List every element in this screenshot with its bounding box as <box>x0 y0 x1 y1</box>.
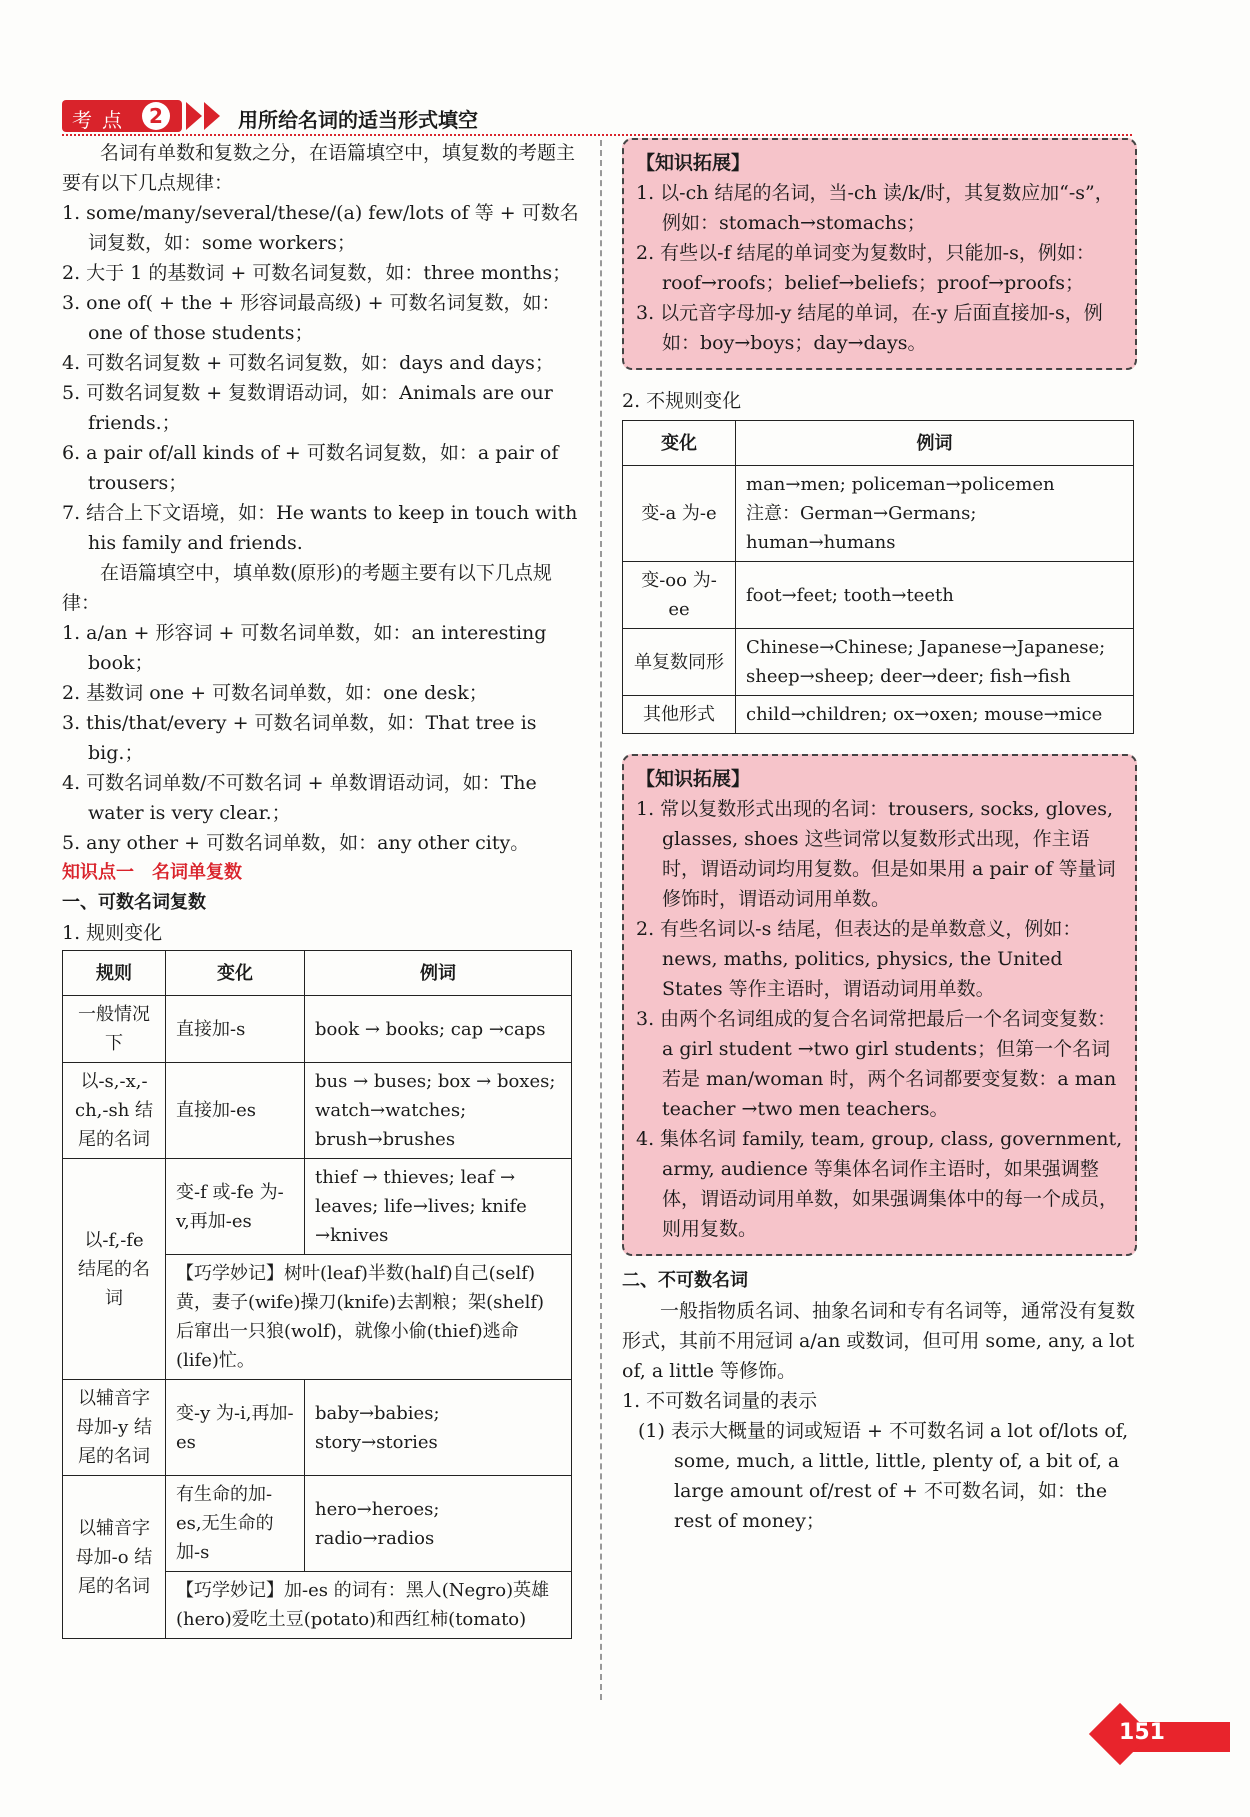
uncountable-paragraph: 一般指物质名词、抽象名词和专有名词等，通常没有复数形式，其前不用冠词 a/an 或数词，但可用 some, any, a lot of, a little 等修饰。 <box>622 1300 1136 1382</box>
singular-rule: 3. this/that/every + 可数名词单数，如：That tree is big.； <box>62 712 537 764</box>
table-row <box>63 996 572 1063</box>
example-cell: Chinese→Chinese; Japanese→Japanese; sheep→sheep; deer→deer; fish→fish <box>736 629 1134 696</box>
change-cell: 有生命的加-es,无生命的加-s <box>166 1476 305 1572</box>
knowledge-item: 4. 集体名词 family, team, group, class, government, army, audience 等集体名词作主语时，如果强调整体，谓语动词用单数，如果强调集体中的每一个成员，则用复数。 <box>636 1128 1123 1240</box>
subsection-item: 1. 规则变化 <box>62 922 163 944</box>
example-cell: bus → buses; box → boxes; watch→watches; brush→brushes <box>305 1063 572 1159</box>
change-cell: 直接加-s <box>166 996 305 1063</box>
plural-rule: 7. 结合上下文语境，如：He wants to keep in touch with his family and friends. <box>62 502 578 554</box>
left-column <box>62 138 582 1639</box>
example-note: 注意：German→Germans; human→humans <box>746 503 977 553</box>
change-cell: 单复数同形 <box>623 629 736 696</box>
singular-rule: 1. a/an + 形容词 + 可数名词单数，如：an interesting book； <box>62 622 547 674</box>
section-title: 用所给名词的适当形式填空 <box>238 108 478 132</box>
change-cell: 直接加-es <box>166 1063 305 1159</box>
regular-plural-table <box>62 950 572 1639</box>
knowledge-item: 1. 常以复数形式出现的名词：trousers, socks, gloves, glasses, shoes 这些词常以复数形式出现，作主语时，谓语动词均用复数。但是如果用 a pair of 等量词修饰时，谓语动词用单数。 <box>636 798 1116 910</box>
singular-rule: 5. any other + 可数名词单数，如：any other city。 <box>62 832 530 854</box>
header-rule <box>62 134 1132 136</box>
kaodian-badge <box>62 100 182 132</box>
subsection-item: 1. 不可数名词量的表示 <box>622 1390 818 1412</box>
change-cell: 变-f 或-fe 为-v,再加-es <box>166 1159 305 1255</box>
chevron-right-icon <box>186 102 202 130</box>
table-header: 规则 <box>63 951 166 996</box>
table-row <box>63 1159 572 1255</box>
table-row <box>623 466 1134 562</box>
plural-rule: 6. a pair of/all kinds of + 可数名词复数，如：a pair of trousers； <box>62 442 559 494</box>
mnemonic-cell: 【巧学妙记】树叶(leaf)半数(half)自己(self)黄，妻子(wife)操刀(knife)去割粮；架(shelf)后窜出一只狼(wolf)，就像小偷(thief)逃命(life)忙。 <box>166 1255 572 1380</box>
table-header: 例词 <box>736 421 1134 466</box>
rule-cell: 一般情况下 <box>63 996 166 1063</box>
uncountable-rule: (1) 表示大概量的词或短语 + 不可数名词 a lot of/lots of, some, much, a little, little, plenty of, a bit of, a large amount of/rest of + 不可数名词，如：the rest of money； <box>638 1420 1129 1532</box>
right-column <box>622 138 1137 1536</box>
irregular-plural-table <box>622 420 1134 734</box>
plural-rule: 3. one of( + the + 形容词最高级) + 可数名词复数，如：one of those students； <box>62 292 561 344</box>
knowledge-item: 3. 以元音字母加-y 结尾的单词，在-y 后面直接加-s，例如：boy→boys；day→days。 <box>636 302 1103 354</box>
knowledge-item: 3. 由两个名词组成的复合名词常把最后一个名词变复数：a girl student →two girl students；但第一个名词若是 man/woman 时，两个名词都要变复数：a man teacher →two men teachers。 <box>636 1008 1117 1120</box>
table-row <box>63 1063 572 1159</box>
table-header-row <box>63 951 572 996</box>
rule-cell: 以辅音字母加-y 结尾的名词 <box>63 1380 166 1476</box>
knowledge-box-title: 【知识拓展】 <box>636 768 751 790</box>
table-header: 变化 <box>166 951 305 996</box>
singular-rule: 2. 基数词 one + 可数名词单数，如：one desk； <box>62 682 488 704</box>
example-cell: thief → thieves; leaf → leaves; life→lives; knife →knives <box>305 1159 572 1255</box>
knowledge-box <box>622 754 1137 1256</box>
subsection-heading: 一、可数名词复数 <box>62 892 206 913</box>
plural-rule: 2. 大于 1 的基数词 + 可数名词复数，如：three months； <box>62 262 572 284</box>
example-line: man→men; policeman→policemen <box>746 474 1055 495</box>
intro2-paragraph: 在语篇填空中，填单数(原形)的考题主要有以下几点规律： <box>62 562 552 614</box>
example-cell <box>736 466 1134 562</box>
singular-rule: 4. 可数名词单数/不可数名词 + 单数谓语动词，如：The water is very clear.； <box>62 772 537 824</box>
table-row <box>63 1380 572 1476</box>
plural-rule: 1. some/many/several/these/(a) few/lots of 等 + 可数名词复数，如：some workers； <box>62 202 579 254</box>
rule-cell: 以-s,-x,-ch,-sh 结尾的名词 <box>63 1063 166 1159</box>
example-cell: baby→babies; story→stories <box>305 1380 572 1476</box>
table-row <box>623 562 1134 629</box>
subsection-item: 2. 不规则变化 <box>622 390 742 412</box>
knowledge-point-heading: 知识点一 名词单复数 <box>62 862 242 883</box>
table-header-row <box>623 421 1134 466</box>
change-cell: 其他形式 <box>623 696 736 734</box>
plural-rule: 5. 可数名词复数 + 复数谓语动词，如：Animals are our friends.； <box>62 382 553 434</box>
table-row <box>623 696 1134 734</box>
badge-label: 考点 <box>72 108 132 132</box>
chevron-right-icon <box>204 102 220 130</box>
change-cell: 变-a 为-e <box>623 466 736 562</box>
plural-rule: 4. 可数名词复数 + 可数名词复数，如：days and days； <box>62 352 554 374</box>
badge-number: 2 <box>142 102 170 130</box>
knowledge-box <box>622 138 1137 370</box>
change-cell: 变-oo 为-ee <box>623 562 736 629</box>
page-number: 151 <box>1119 1720 1165 1745</box>
example-cell: child→children; ox→oxen; mouse→mice <box>736 696 1134 734</box>
page-number-badge <box>1080 1712 1230 1756</box>
table-header: 变化 <box>623 421 736 466</box>
knowledge-item: 1. 以-ch 结尾的名词，当-ch 读/k/时，其复数应加“-s”，例如：stomach→stomachs； <box>636 182 1114 234</box>
subsection-heading: 二、不可数名词 <box>622 1270 748 1291</box>
knowledge-item: 2. 有些名词以-s 结尾，但表达的是单数意义，例如：news, maths, politics, physics, the United States 等作主语时，谓语动词用单数。 <box>636 918 1082 1000</box>
knowledge-box-title: 【知识拓展】 <box>636 152 751 174</box>
rule-cell: 以辅音字母加-o 结尾的名词 <box>63 1476 166 1639</box>
section-header <box>62 100 1132 134</box>
intro-paragraph: 名词有单数和复数之分，在语篇填空中，填复数的考题主要有以下几点规律： <box>62 142 576 194</box>
mnemonic-cell: 【巧学妙记】加-es 的词有：黑人(Negro)英雄(hero)爱吃土豆(potato)和西红柿(tomato) <box>166 1572 572 1639</box>
change-cell: 变-y 为-i,再加-es <box>166 1380 305 1476</box>
table-row <box>623 629 1134 696</box>
knowledge-item: 2. 有些以-f 结尾的单词变为复数时，只能加-s，例如：roof→roofs；belief→beliefs；proof→proofs； <box>636 242 1095 294</box>
rule-cell: 以-f,-fe 结尾的名词 <box>63 1159 166 1380</box>
example-cell: foot→feet; tooth→teeth <box>736 562 1134 629</box>
table-row <box>63 1476 572 1572</box>
example-cell: book → books; cap →caps <box>305 996 572 1063</box>
table-header: 例词 <box>305 951 572 996</box>
example-cell: hero→heroes; radio→radios <box>305 1476 572 1572</box>
column-divider <box>600 140 602 1700</box>
